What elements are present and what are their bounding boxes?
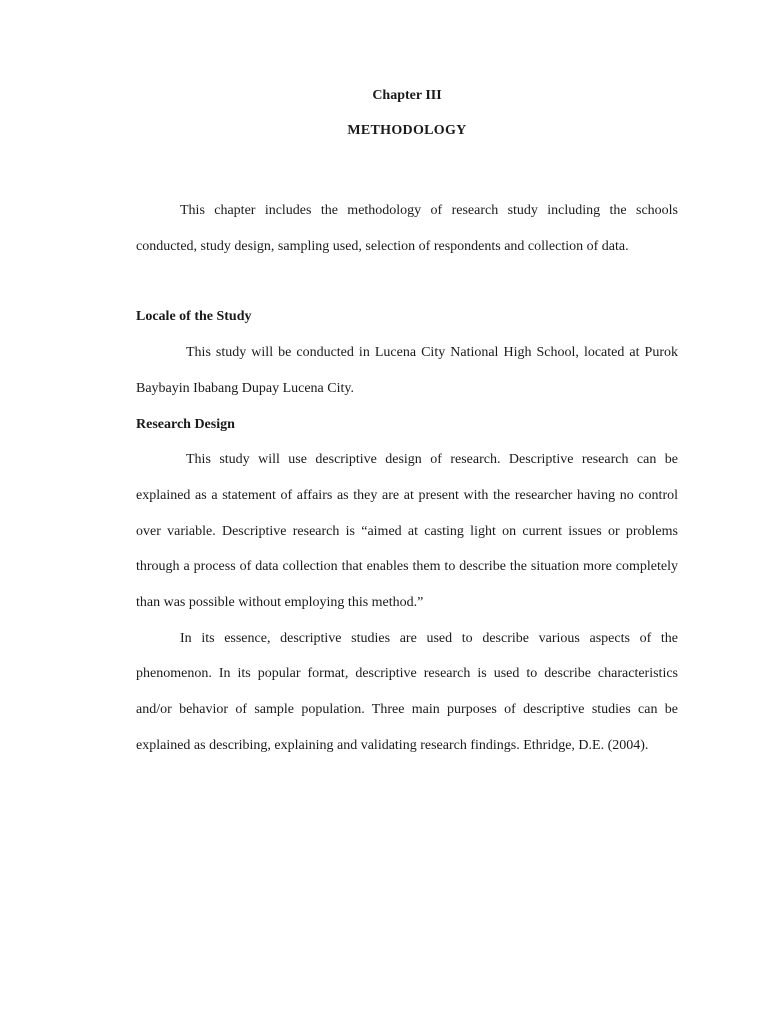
research-design-paragraph-2: In its essence, descriptive studies are used to describe various aspects of the phenomenon. In its popular format, descriptive research is used to describe characteristics and/or behavior of sample population. Three main purposes of descriptive studies can be explained as describing, explaining and validating research findings. Ethridge, D.E. (2004).: [136, 630, 678, 753]
intro-paragraph: This chapter includes the methodology of research study including the schools conducted, study design, sampling used, selection of respondents and collection of data.: [136, 203, 678, 254]
chapter-label: Chapter III: [372, 88, 442, 103]
chapter-title: METHODOLOGY: [347, 123, 467, 138]
section-spacer: [136, 264, 678, 299]
document-page: [136, 86, 678, 764]
section-heading-research-design: Research Design: [136, 416, 235, 432]
locale-paragraph: This study will be conducted in Lucena City National High School, located at Purok Baybayin Ibabang Dupay Lucena City.: [136, 345, 678, 396]
research-design-paragraph-1: This study will use descriptive design of research. Descriptive research can be explained as a statement of affairs as they are at present with the researcher having no control over variable. Descriptive research is “aimed at casting light on current issues or problems through a process of data collection that enables them to describe the situation more completely than was possible without employing this method.”: [136, 452, 678, 611]
section-heading-locale: Locale of the Study: [136, 309, 252, 325]
